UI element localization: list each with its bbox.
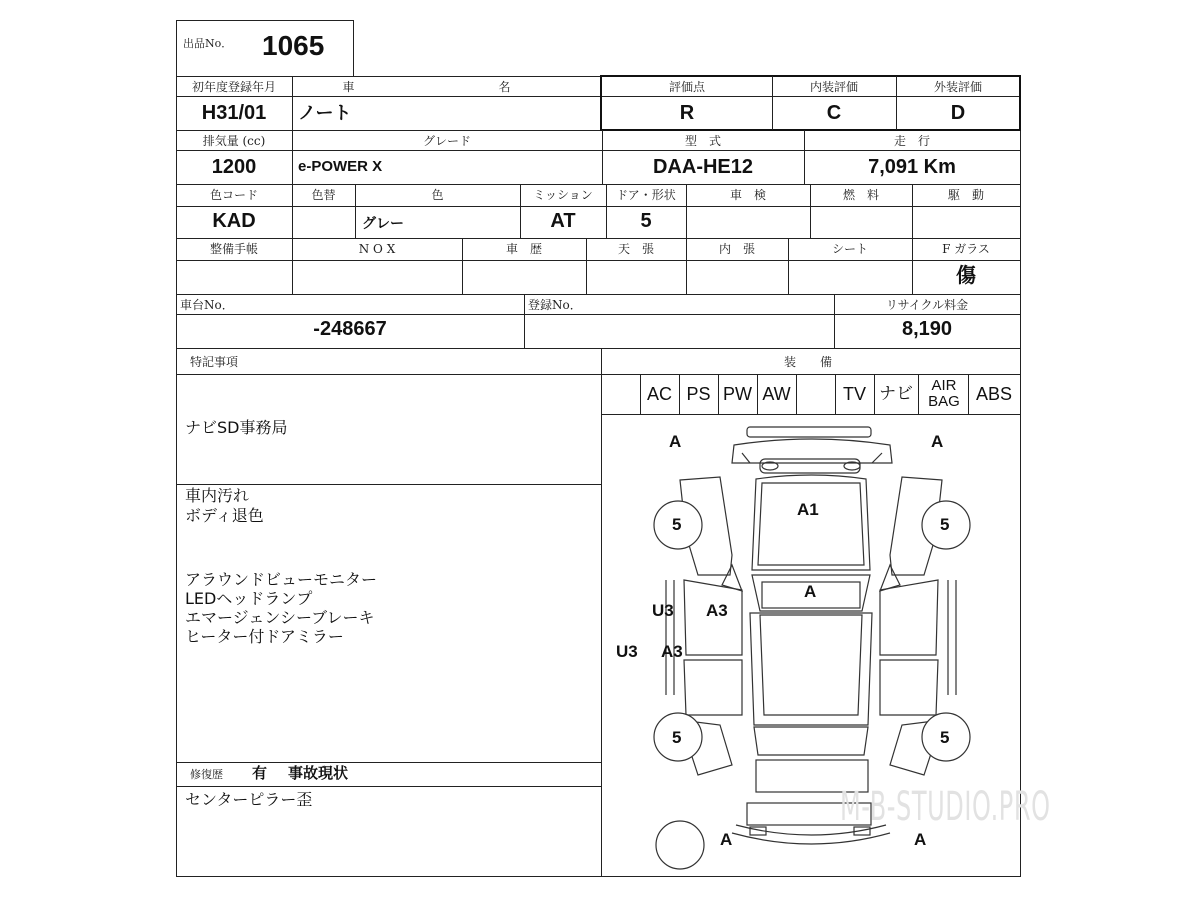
- mission-value: AT: [550, 210, 576, 232]
- color-value: グレー: [362, 215, 404, 231]
- equipment-label: 装 備: [783, 355, 838, 369]
- equip-ac: AC: [646, 384, 672, 404]
- colorchange-label: 色替: [311, 188, 336, 202]
- notes-line-1: ナビSD事務局: [185, 418, 288, 437]
- recycle-label: リサイクル料金: [885, 298, 969, 312]
- mark-door-front-b: A3: [706, 601, 728, 620]
- repair-detail: センターピラー歪: [185, 790, 313, 809]
- mark-tire-rr: 5: [940, 728, 950, 747]
- notes-block-2-line-1: 車内汚れ: [185, 486, 250, 505]
- doors-value: 5: [640, 210, 652, 232]
- mark-tire-fl: 5: [672, 515, 682, 534]
- doors-label: ドア・形状: [616, 188, 676, 202]
- repair-has: 有: [252, 765, 268, 782]
- chassis-label: 車台No．: [180, 298, 234, 312]
- displacement-label: 排気量 (cc): [202, 134, 266, 148]
- year-label: 初年度登録年月: [191, 80, 276, 94]
- colorcode-value: KAD: [212, 210, 256, 232]
- notes-block-2-line-2: ボディ退色: [185, 506, 264, 525]
- mark-rear-right: A: [914, 830, 927, 849]
- displacement-value: 1200: [211, 156, 257, 178]
- roof-label: 天 張: [617, 242, 654, 256]
- score-label: 評価点: [668, 80, 705, 94]
- mark-tire-rl: 5: [672, 728, 682, 747]
- repair-label: 修復歴: [190, 768, 223, 781]
- mileage-label: 走 行: [893, 134, 930, 148]
- equip-pw: PW: [723, 384, 752, 404]
- score-value: R: [679, 102, 695, 124]
- equip-navi: ナビ: [879, 384, 913, 403]
- model-label: 型 式: [684, 134, 721, 148]
- mark-front-right: A: [931, 432, 944, 451]
- notes-block-3-line-3: エマージェンシーブレーキ: [185, 608, 375, 627]
- glass-label: F ガラス: [942, 242, 990, 256]
- colorcode-label: 色コード: [209, 188, 258, 202]
- lot-label: 出品No．: [183, 37, 233, 50]
- mission-label: ミッション: [533, 188, 593, 202]
- equip-abs: ABS: [975, 384, 1013, 404]
- notes-label: 特記事項: [190, 355, 239, 369]
- seat-label: シート: [831, 242, 868, 256]
- mark-roof: A: [804, 582, 817, 601]
- interior-label: 内装評価: [809, 80, 858, 94]
- mark-door-front: U3: [652, 601, 674, 620]
- mark-tire-fr: 5: [940, 515, 950, 534]
- grade-value: e-POWER X: [298, 158, 383, 175]
- name-value: ノート: [298, 103, 352, 123]
- drive-label: 駆 動: [947, 188, 984, 202]
- color-label: 色: [431, 188, 444, 202]
- model-value: DAA-HE12: [652, 156, 754, 178]
- glass-value: 傷: [956, 263, 976, 287]
- mark-hood: A1: [797, 500, 819, 519]
- repair-status: 事故現状: [288, 765, 349, 782]
- equip-tv: TV: [842, 384, 866, 404]
- lot-number: 1065: [262, 30, 325, 61]
- mark-door-rear-b: A3: [661, 642, 683, 661]
- mileage-value: 7,091 Km: [868, 156, 956, 178]
- notes-block-3-line-4: ヒーター付ドアミラー: [185, 627, 344, 646]
- watermark: M-B-STUDIO.PRO: [840, 784, 1051, 830]
- fuel-label: 燃 料: [842, 188, 879, 202]
- reg-label: 登録No．: [528, 298, 582, 312]
- exterior-label: 外装評価: [933, 80, 982, 94]
- inspection-label: 車 検: [729, 188, 766, 202]
- name-label: 車 名: [342, 80, 551, 94]
- equip-ps: PS: [686, 384, 711, 404]
- interior-value: C: [826, 102, 842, 124]
- equip-airbag: AIR BAG: [928, 377, 960, 410]
- mark-door-rear: U3: [616, 642, 638, 661]
- notes-block-3-line-2: LEDヘッドランプ: [185, 589, 313, 608]
- mark-front-left: A: [669, 432, 682, 451]
- mark-rear-left: A: [720, 830, 733, 849]
- notes-block-3-line-1: アラウンドビューモニター: [185, 570, 378, 589]
- inner-label: 内 張: [718, 242, 755, 256]
- history-label: 車 歴: [505, 242, 542, 256]
- exterior-value: D: [950, 102, 966, 124]
- recycle-value: 8,190: [901, 318, 953, 340]
- year-value: H31/01: [201, 102, 267, 124]
- equip-aw: AW: [762, 384, 791, 404]
- grade-label: グレード: [422, 134, 471, 148]
- manual-label: 整備手帳: [209, 242, 258, 256]
- nox-label: N O X: [358, 242, 396, 256]
- chassis-value: -248667: [313, 318, 387, 340]
